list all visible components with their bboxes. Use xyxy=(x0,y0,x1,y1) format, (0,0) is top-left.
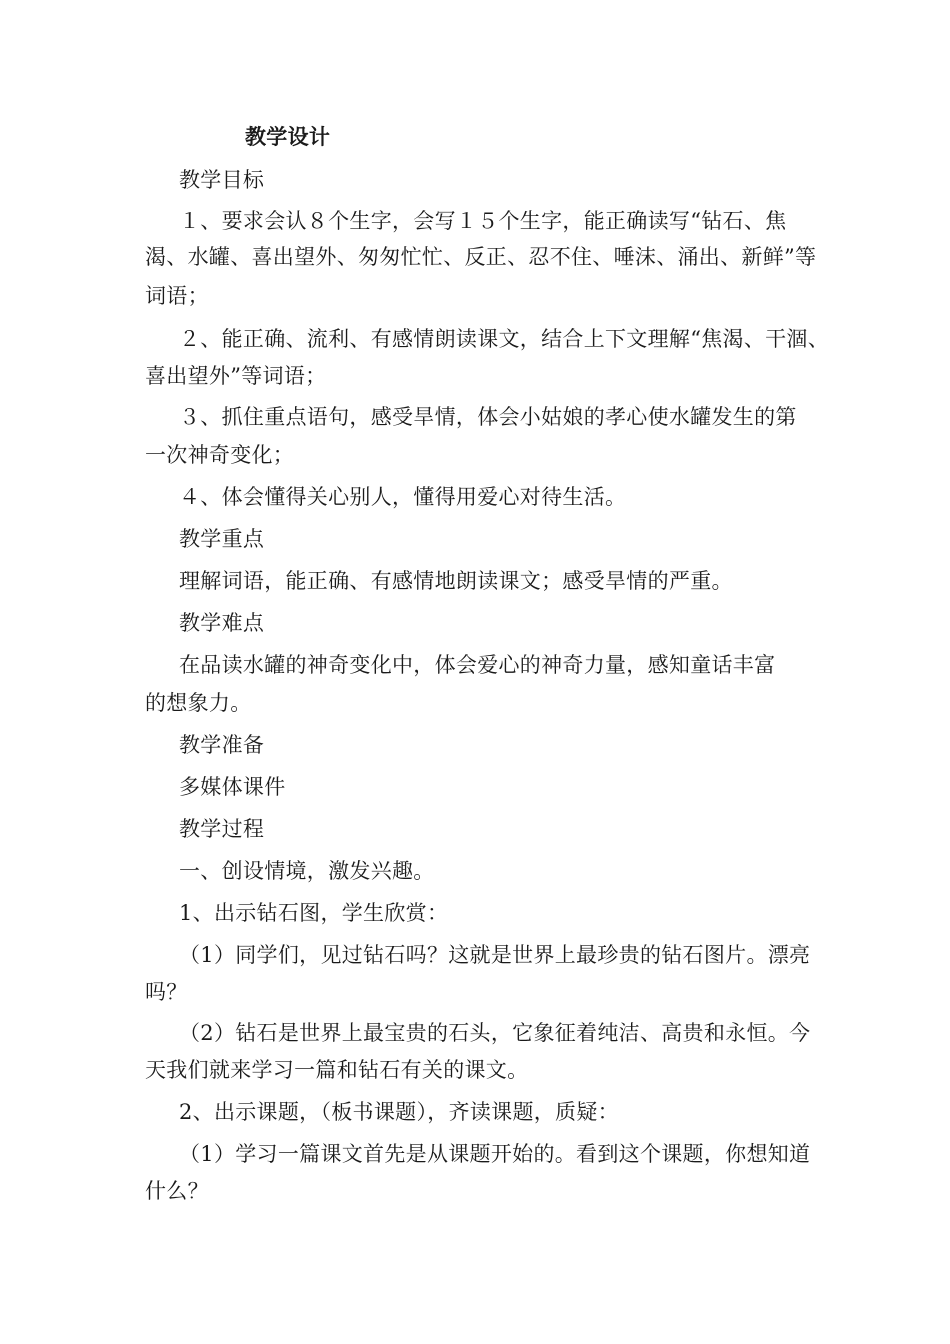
question-2-line-2: 天我们就来学习一篇和钻石有关的课文。 xyxy=(145,1058,529,1082)
doc-title: 教学设计 xyxy=(245,124,331,149)
step-1-1: 1、出示钻石图，学生欣赏： xyxy=(179,901,449,925)
difficulties-line-2: 的想象力。 xyxy=(145,691,252,715)
goal-3-line-2: 一次神奇变化； xyxy=(145,443,295,467)
heading-goals: 教学目标 xyxy=(179,168,265,192)
goal-1-line-1: １、要求会认８个生字，会写１５个生字，能正确读写“钻石、焦 xyxy=(179,209,787,233)
heading-difficulties: 教学难点 xyxy=(179,611,265,635)
question-2-line-1: （2）钻石是世界上最宝贵的石头，它象征着纯洁、高贵和永恒。今 xyxy=(179,1021,811,1045)
key-points-text: 理解词语，能正确、有感情地朗读课文；感受旱情的严重。 xyxy=(179,569,733,593)
heading-key-points: 教学重点 xyxy=(179,527,265,551)
difficulties-line-1: 在品读水罐的神奇变化中，体会爱心的神奇力量，感知童话丰富 xyxy=(179,653,776,677)
step-1-2: 2、出示课题，（板书课题），齐读课题，质疑： xyxy=(179,1100,619,1124)
preparation-text: 多媒体课件 xyxy=(179,775,286,799)
question-1-line-1: （1）同学们，见过钻石吗？这就是世界上最珍贵的钻石图片。漂亮 xyxy=(179,943,811,967)
goal-2-line-2: 喜出望外”等词语； xyxy=(145,364,327,388)
goal-1-line-3: 词语； xyxy=(145,284,209,308)
goal-3-line-1: ３、抓住重点语句，感受旱情，体会小姑娘的孝心使水罐发生的第 xyxy=(179,405,797,429)
step-1: 一、创设情境，激发兴趣。 xyxy=(179,859,435,883)
heading-preparation: 教学准备 xyxy=(179,733,265,757)
question-3-line-1: （1）学习一篇课文首先是从课题开始的。看到这个课题，你想知道 xyxy=(179,1142,811,1166)
goal-1-line-2: 渴、水罐、喜出望外、匆匆忙忙、反正、忍不住、唾沫、涌出、新鲜”等 xyxy=(145,245,817,269)
question-1-line-2: 吗？ xyxy=(145,980,188,1004)
heading-process: 教学过程 xyxy=(179,817,265,841)
goal-4: ４、体会懂得关心别人，懂得用爱心对待生活。 xyxy=(179,485,627,509)
question-3-line-2: 什么？ xyxy=(145,1179,209,1203)
goal-2-line-1: ２、能正确、流利、有感情朗读课文，结合上下文理解“焦渴、干涸、 xyxy=(179,327,830,351)
